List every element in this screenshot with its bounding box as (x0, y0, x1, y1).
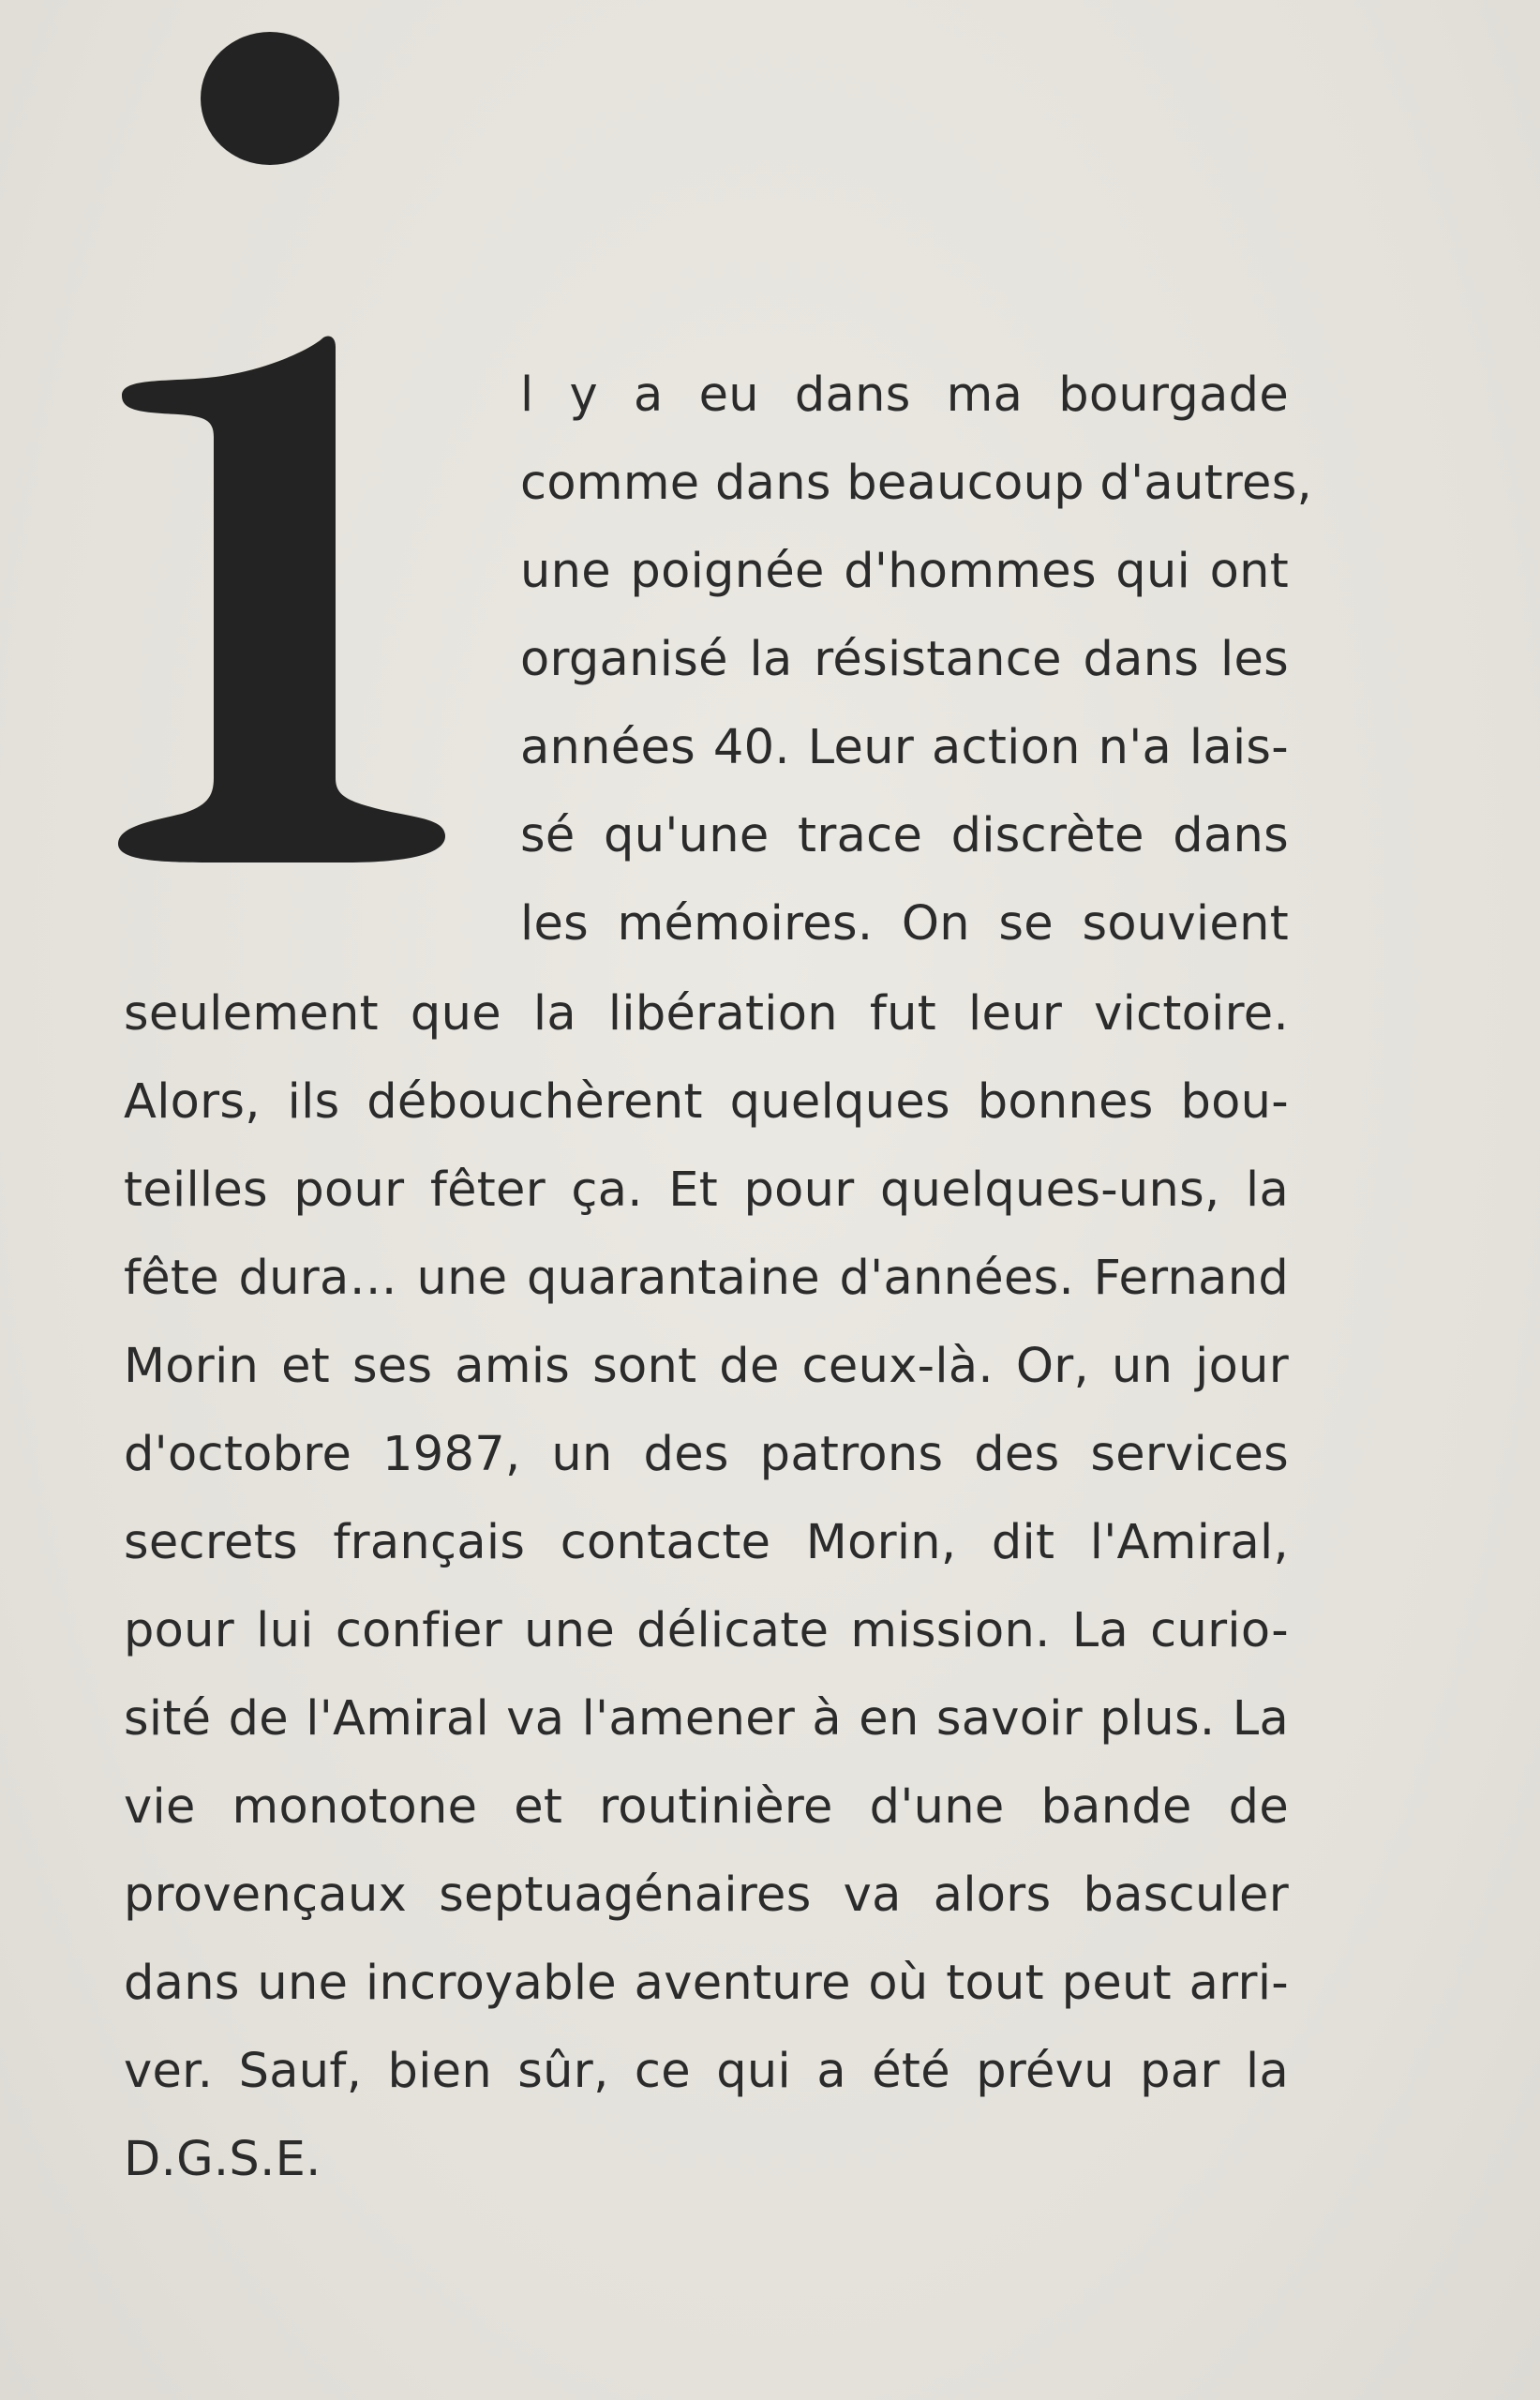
text-line-8: seulement que la libération fut leur victoire. (124, 986, 1289, 1042)
text-line-4: organisé la résistance dans les (520, 632, 1289, 687)
text-line-20: ver. Sauf, bien sûr, ce qui a été prévu par la (124, 2044, 1289, 2099)
text-line-19: dans une incroyable aventure où tout peut arri- (124, 1956, 1289, 2011)
text-line-18: provençaux septuagénaires va alors basculer (124, 1868, 1289, 1923)
text-line-10: teilles pour fêter ça. Et pour quelques-uns, la (124, 1162, 1289, 1218)
text-line-21: D.G.S.E. (124, 2132, 321, 2187)
text-line-17: vie monotone et routinière d'une bande de (124, 1779, 1289, 1835)
text-line-15: pour lui confier une délicate mission. La curio- (124, 1603, 1289, 1658)
text-line-9: Alors, ils débouchèrent quelques bonnes bou- (124, 1074, 1289, 1130)
text-line-1: l y a eu dans ma bourgade (520, 368, 1289, 423)
text-line-6: sé qu'une trace discrète dans (520, 808, 1289, 863)
text-line-7: les mémoires. On se souvient (520, 896, 1289, 952)
text-line-13: d'octobre 1987, un des patrons des services (124, 1427, 1289, 1482)
dropcap-i-glyph (112, 28, 469, 872)
text-line-2: comme dans beaucoup d'autres, (520, 456, 1313, 511)
text-line-3: une poignée d'hommes qui ont (520, 544, 1289, 599)
text-line-5: années 40. Leur action n'a lais- (520, 720, 1289, 775)
text-line-16: sité de l'Amiral va l'amener à en savoir plus. La (124, 1691, 1289, 1747)
text-line-11: fête dura… une quarantaine d'années. Fernand (124, 1251, 1289, 1306)
text-line-14: secrets français contacte Morin, dit l'Amiral, (124, 1515, 1289, 1570)
text-line-12: Morin et ses amis sont de ceux-là. Or, un jour (124, 1339, 1289, 1394)
